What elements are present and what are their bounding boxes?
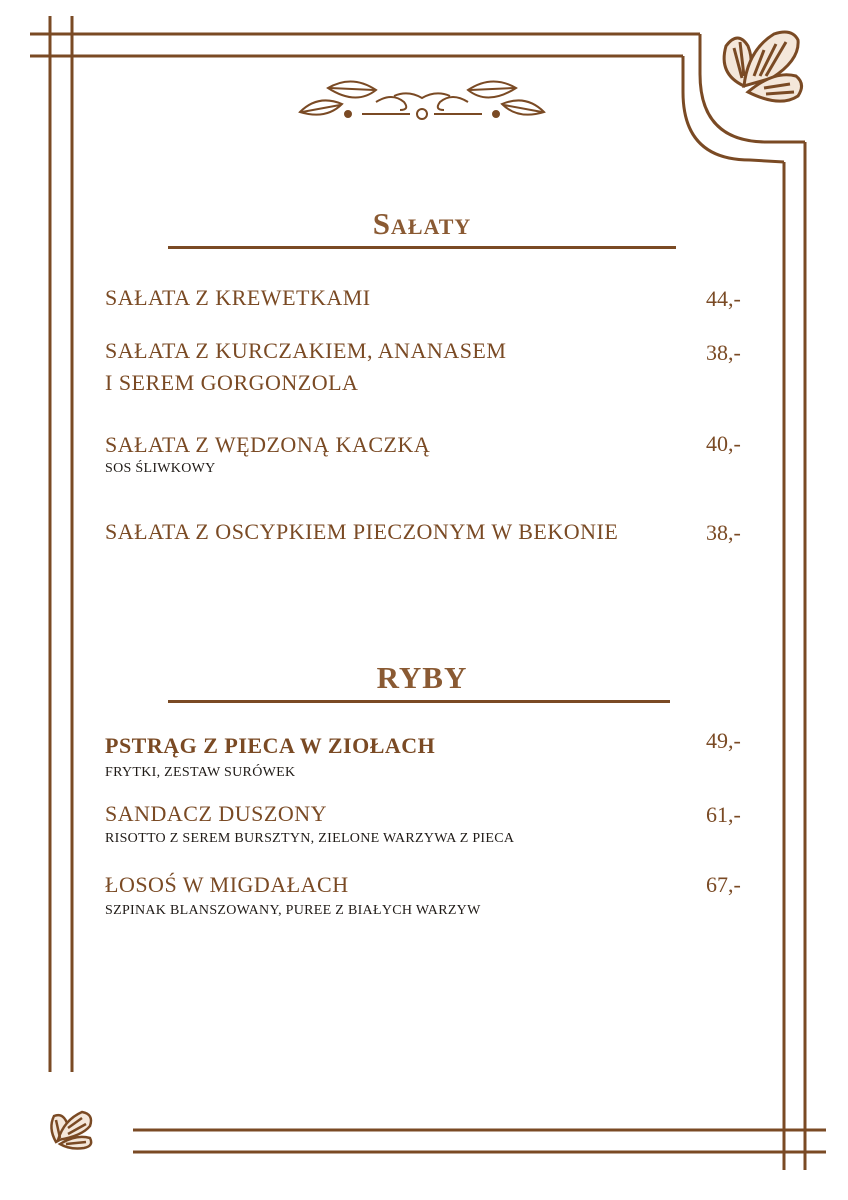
item-name: SANDACZ DUSZONY — [105, 801, 328, 826]
leaf-ornament-icon — [296, 74, 548, 128]
item-price: 38,- — [706, 520, 741, 545]
leaf-cluster-icon — [46, 1102, 98, 1150]
item-name-line1: SAŁATA Z KURCZAKIEM, ANANASEM — [105, 338, 507, 363]
section-title-salaty: Sałaty — [372, 206, 472, 241]
item-price: 44,- — [706, 286, 741, 311]
item-name: SAŁATA Z OSCYPKIEM PIECZONYM W BEKONIE — [105, 519, 619, 544]
leaf-cluster-icon — [714, 26, 810, 118]
item-name: SAŁATA Z WĘDZONĄ KACZKĄ — [105, 432, 431, 457]
item-description: FRYTKI, ZESTAW SURÓWEK — [105, 765, 296, 780]
item-price: 40,- — [706, 431, 741, 456]
item-name: SAŁATA Z KREWETKAMI — [105, 285, 371, 310]
section-title-ryby: RYBY — [376, 660, 468, 695]
item-name: ŁOSOŚ W MIGDAŁACH — [105, 872, 349, 897]
item-name: PSTRĄG Z PIECA W ZIOŁACH — [105, 733, 436, 758]
item-description: SZPINAK BLANSZOWANY, PUREE Z BIAŁYCH WARZYW — [105, 903, 481, 918]
item-price: 38,- — [706, 340, 741, 365]
item-name-line2: I SEREM GORGONZOLA — [105, 370, 359, 395]
item-price: 67,- — [706, 872, 741, 897]
section-divider — [168, 700, 670, 703]
section-divider — [168, 246, 676, 249]
item-price: 49,- — [706, 728, 741, 753]
item-price: 61,- — [706, 802, 741, 827]
item-description: RISOTTO Z SEREM BURSZTYN, ZIELONE WARZYWA Z PIECA — [105, 831, 515, 846]
item-description: SOS ŚLIWKOWY — [105, 461, 216, 476]
